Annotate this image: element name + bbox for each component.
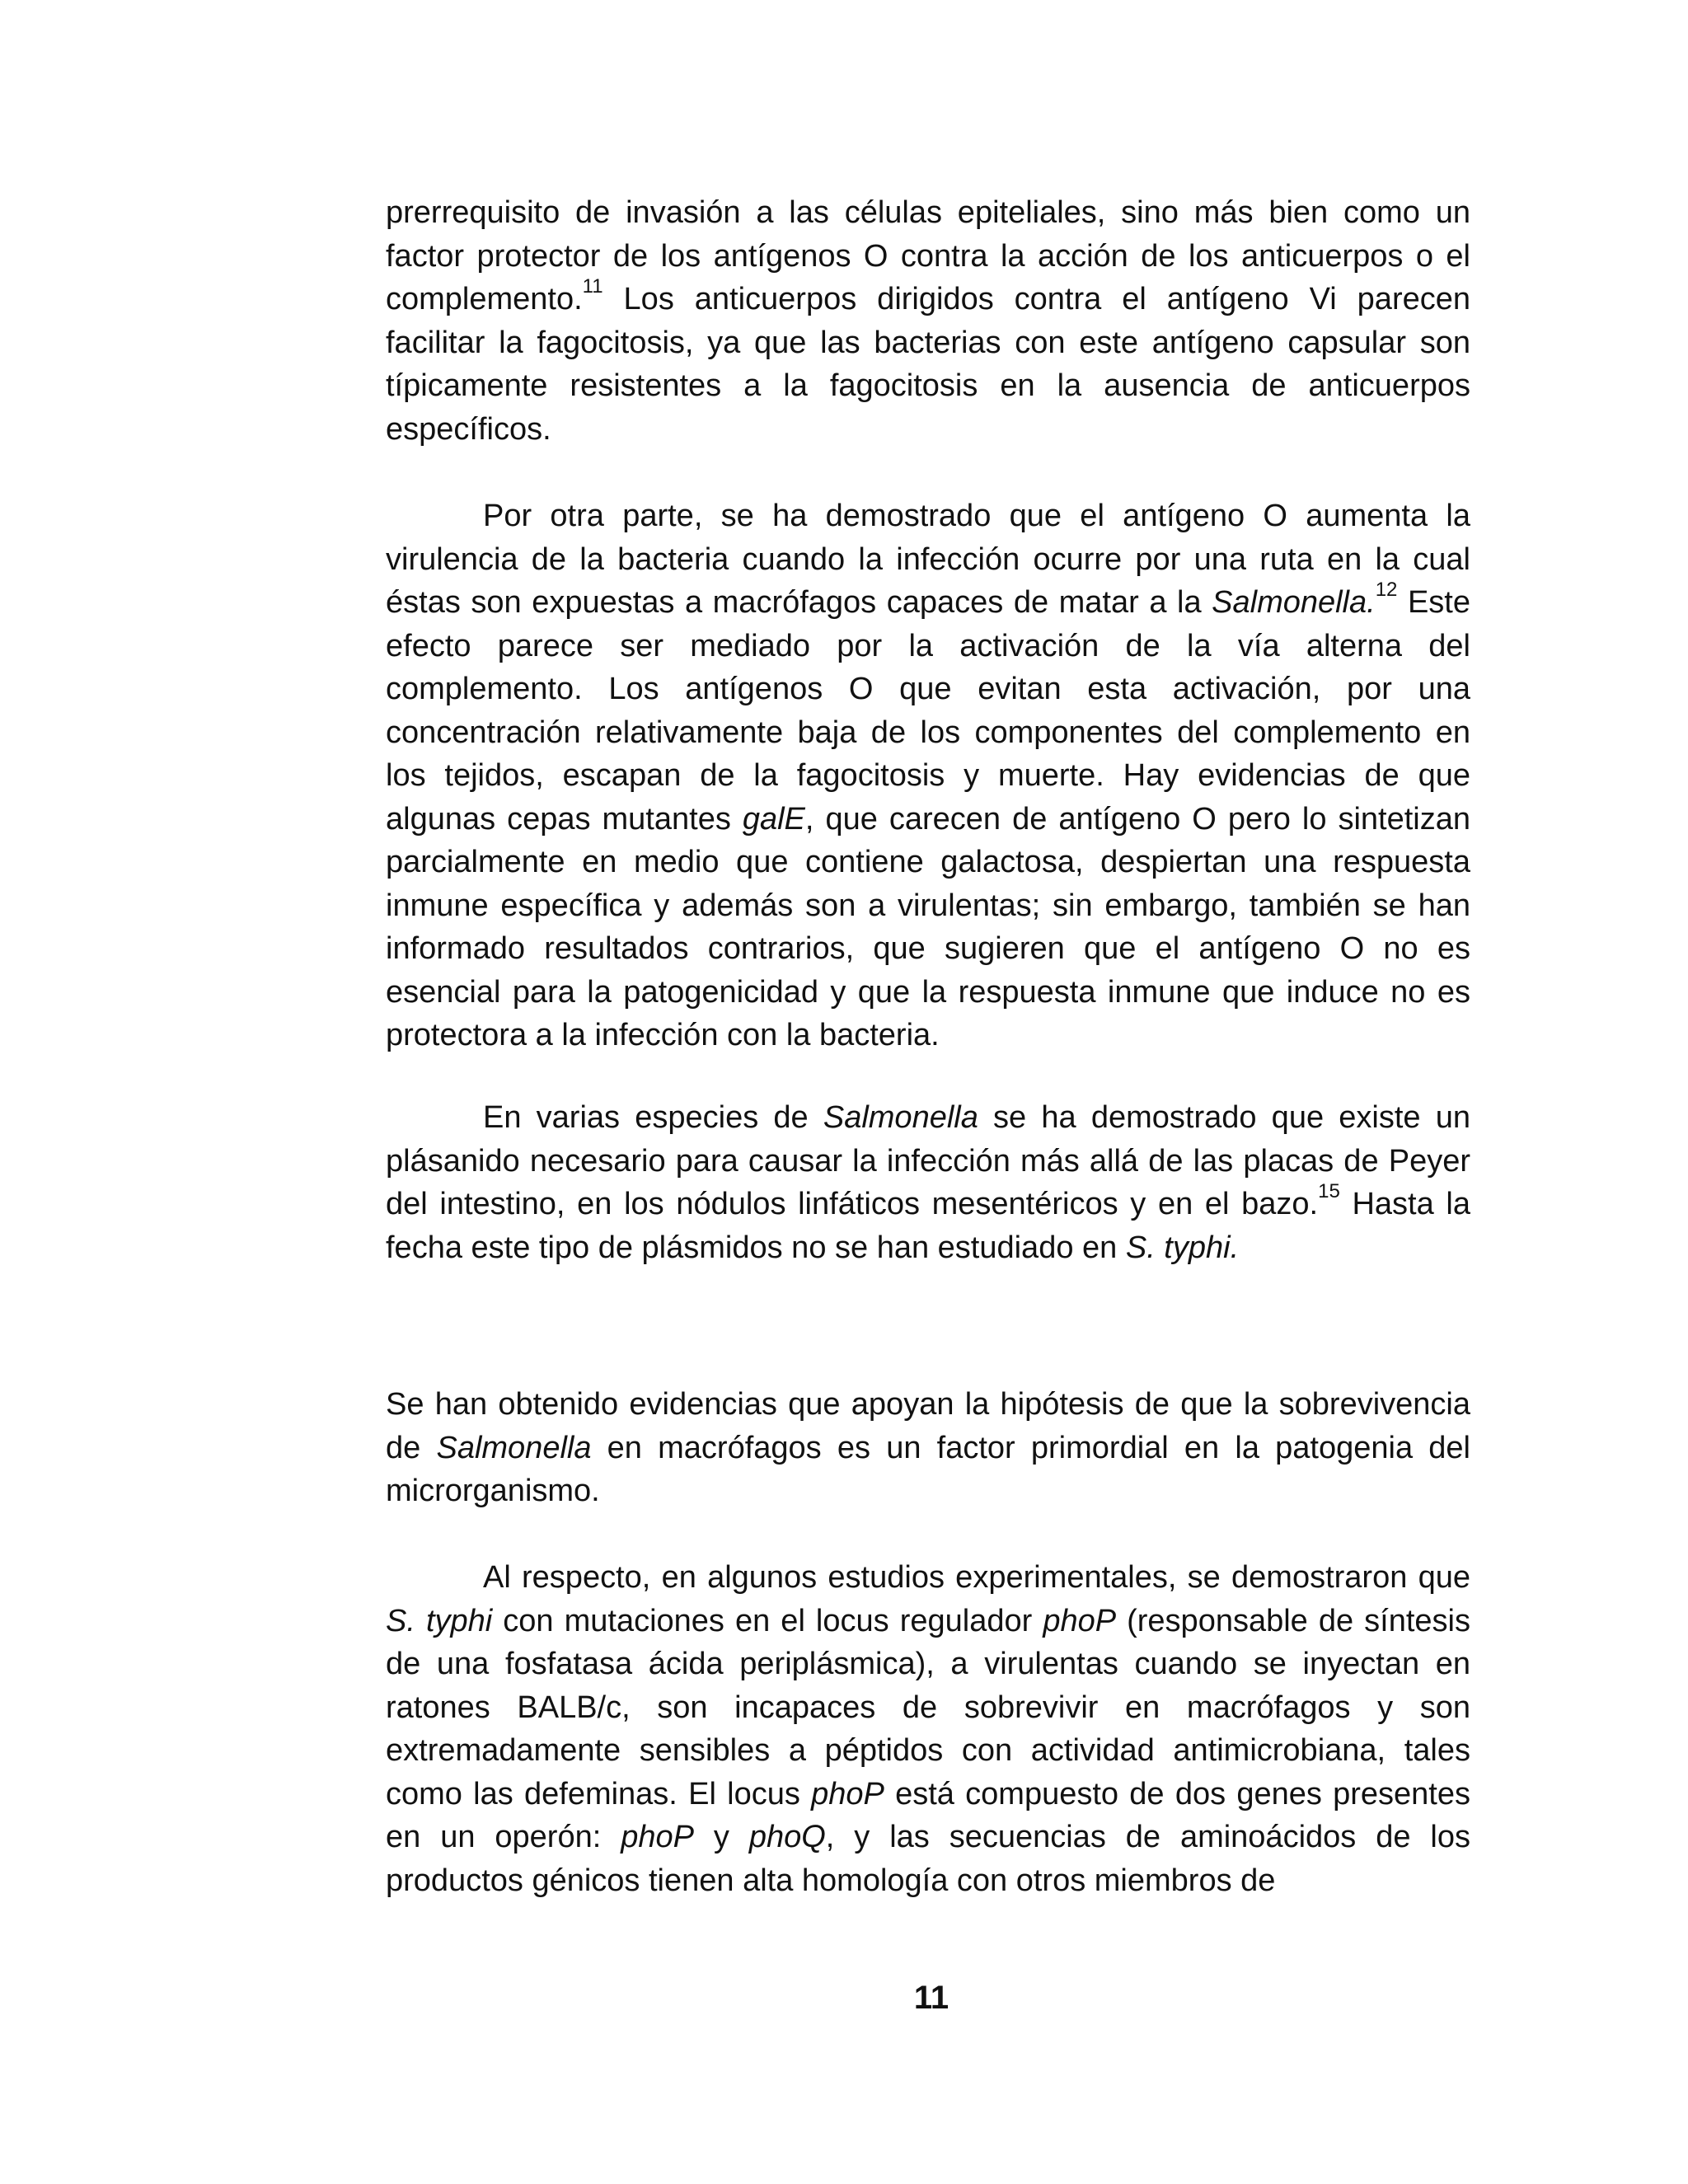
italic-term: S. typhi.: [1125, 1230, 1240, 1265]
page-number: 11: [913, 1980, 950, 2016]
text-run: está compuesto de dos genes presentes en un operón:: [386, 1776, 1470, 1854]
italic-term: Salmonella: [823, 1100, 978, 1135]
italic-term: phoP: [621, 1820, 694, 1854]
text-run: se ha demostrado que existe un plásanido necesario para causar la infección más allá de las placas de Peyer del intestino, en los nódulos linfáticos mesentéricos y en el bazo.: [386, 1100, 1470, 1221]
reference-superscript: 11: [582, 275, 603, 298]
paragraph: [386, 1556, 1470, 1902]
text-run: prerrequisito de invasión a las células epiteliales, sino más bien como un factor protector de los antígenos O contra la acción de los anticuerpos o el complemento.: [386, 195, 1470, 316]
italic-term: phoP: [811, 1776, 884, 1811]
text-run: , y las secuencias de aminoácidos de los productos génicos tienen alta homología con otros miembros de: [386, 1820, 1470, 1898]
text-run: En varias especies de: [483, 1100, 823, 1135]
text-run: Este efecto parece ser mediado por la activación de la vía alterna del complemento. Los antígenos O que evitan esta activación, por una concentración relativamente baja de los componentes del complemento en los tejidos, escapan de la fagocitosis y muerte. Hay evidencias de que algunas cepas mutantes: [386, 585, 1470, 837]
italic-term: Salmonella: [436, 1430, 592, 1465]
text-run: con mutaciones en el locus regulador: [492, 1603, 1043, 1638]
italic-term: phoP: [1043, 1603, 1117, 1638]
text-run: Se han obtenido evidencias que apoyan la hipótesis de que la sobrevivencia de: [386, 1387, 1470, 1465]
text-run: Por otra parte, se ha demostrado que el antígeno O aumenta la virulencia de la bacteria cuando la infección ocurre por una ruta en la cual éstas son expuestas a macrófagos capaces de matar a la: [386, 499, 1470, 620]
text-run: (responsable de síntesis de una fosfatasa ácida periplásmica), a virulentas cuando se inyectan en ratones BALB/c, son incapaces de sobrevivir en macrófagos y son extremadamente sensibles a péptidos con actividad antimicrobiana, tales como las defeminas. El locus: [386, 1603, 1471, 1811]
italic-term: S. typhi: [386, 1603, 493, 1638]
text-run: Al respecto, en algunos estudios experimentales, se demostraron que: [483, 1560, 1470, 1595]
paragraph: [386, 1383, 1470, 1513]
reference-superscript: 15: [1318, 1180, 1340, 1202]
paragraph: [386, 494, 1470, 1057]
italic-term: phoQ: [748, 1820, 826, 1854]
italic-term: galE: [742, 801, 805, 837]
paragraph: [386, 1096, 1470, 1269]
text-run: Los anticuerpos dirigidos contra el antígeno Vi parecen facilitar la fagocitosis, ya que las bacterias con este antígeno capsular son típicamente resistentes a la fagocitosis en la ausencia de anticuerpos específicos.: [386, 282, 1470, 447]
text-run: y: [693, 1820, 749, 1854]
text-run: , que carecen de antígeno O pero lo sintetizan parcialmente en medio que contiene galactosa, despiertan una respuesta inmune específica y además son a virulentas; sin embargo, también se han informado resultados contrarios, que sugieren que el antígeno O no es esencial para la patogenicidad y que la respuesta inmune que induce no es protectora a la infección con la bacteria.: [386, 801, 1470, 1052]
paragraph: [386, 191, 1470, 451]
text-run: Hasta la fecha este tipo de plásmidos no se han estudiado en: [386, 1187, 1470, 1265]
reference-superscript: 12: [1375, 579, 1398, 601]
text-run: en macrófagos es un factor primordial en la patogenia del microrganismo.: [386, 1430, 1470, 1508]
italic-term: Salmonella.: [1212, 585, 1376, 620]
